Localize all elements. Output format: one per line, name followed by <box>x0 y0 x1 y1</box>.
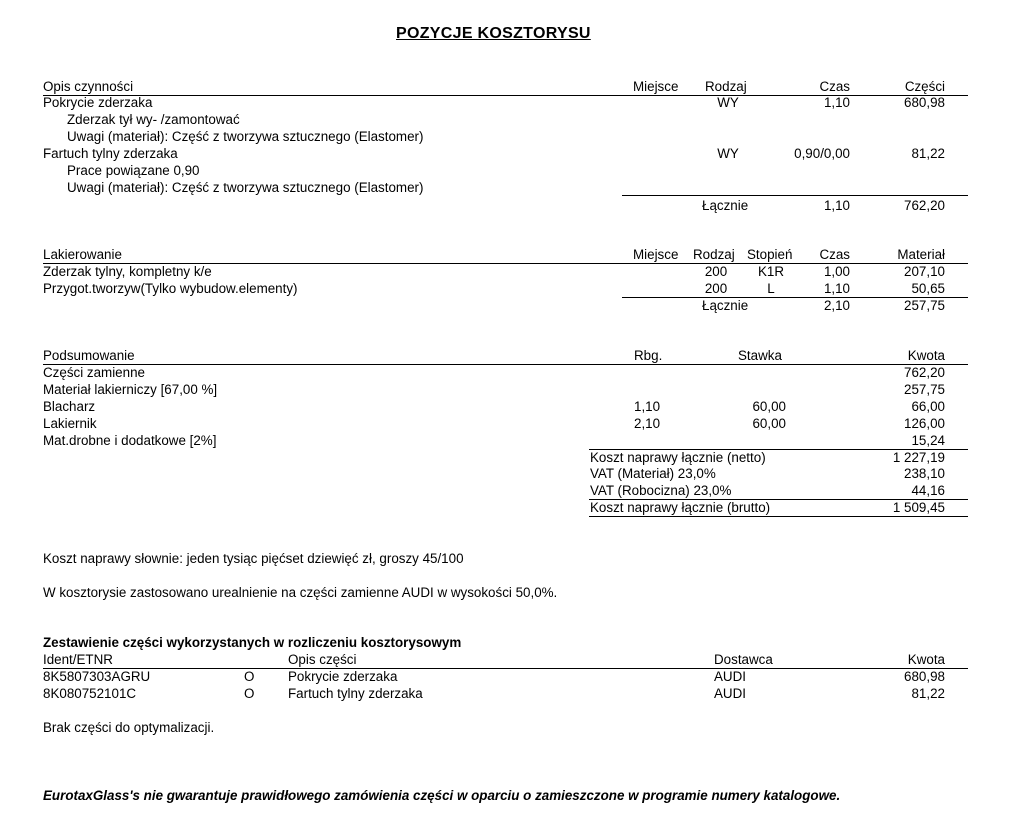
summary-row-amount: 762,20 <box>904 365 945 380</box>
summary-total-amount: 238,10 <box>904 466 945 481</box>
painting-header-type: Rodzaj <box>693 247 735 262</box>
summary-header-desc: Podsumowanie <box>43 348 135 363</box>
painting-row-type: 200 <box>704 264 728 279</box>
summary-header-amount: Kwota <box>907 348 945 363</box>
operation-row-time: 0,90/0,00 <box>794 146 850 161</box>
operation-row-desc: Prace powiązane 0,90 <box>67 163 200 178</box>
summary-row-amount: 15,24 <box>911 433 945 448</box>
summary-row-amount: 126,00 <box>904 416 945 431</box>
painting-row-time: 1,10 <box>823 281 850 296</box>
painting-row-desc: Przygot.tworzyw(Tylko wybudow.elementy) <box>43 281 298 296</box>
operation-row-type: WY <box>717 146 739 161</box>
part-row-desc: Fartuch tylny zderzaka <box>288 686 423 701</box>
summary-row-rbg: 1,10 <box>634 399 661 414</box>
summary-header-rate: Stawka <box>738 348 782 363</box>
painting-header-level: Stopień <box>747 247 793 262</box>
operations-total-time: 1,10 <box>823 198 850 213</box>
operations-header-place: Miejsce <box>633 79 679 94</box>
painting-row-material: 50,65 <box>911 281 945 296</box>
painting-row-type: 200 <box>704 281 728 296</box>
parts-header-rule <box>43 668 968 669</box>
summary-row-desc: Części zamienne <box>43 365 145 380</box>
cost-in-words: Koszt naprawy słownie: jeden tysiąc pięćset dziewięć zł, groszy 45/100 <box>43 551 464 566</box>
parts-header-ident: Ident/ETNR <box>43 652 113 667</box>
painting-row-desc: Zderzak tylny, kompletny k/e <box>43 264 212 279</box>
part-row-amount: 81,22 <box>911 686 945 701</box>
painting-header-time: Czas <box>819 247 850 262</box>
adjustment-note: W kosztorysie zastosowano urealnienie na części zamienne AUDI w wysokości 50,0%. <box>43 585 558 600</box>
operation-row-desc: Pokrycie zderzaka <box>43 95 153 110</box>
operation-row-time: 1,10 <box>823 95 850 110</box>
painting-header-material: Materiał <box>897 247 945 262</box>
operations-total-parts: 762,20 <box>904 198 945 213</box>
painting-total-time: 2,10 <box>823 298 850 313</box>
summary-row-amount: 66,00 <box>911 399 945 414</box>
painting-total-material: 257,75 <box>904 298 945 313</box>
summary-row-desc: Materiał lakierniczy [67,00 %] <box>43 382 218 397</box>
operations-header-type: Rodzaj <box>705 79 747 94</box>
summary-row-rate: 60,00 <box>752 399 786 414</box>
painting-row-level: L <box>767 281 775 296</box>
page-title: POZYCJE KOSZTORYSU <box>396 25 591 42</box>
painting-header-place: Miejsce <box>633 247 679 262</box>
summary-total-amount: 1 227,19 <box>892 450 945 465</box>
part-row-supplier: AUDI <box>714 686 746 701</box>
summary-total-label: Koszt naprawy łącznie (brutto) <box>590 500 771 515</box>
operation-row-desc: Uwagi (materiał): Część z tworzywa sztucznego (Elastomer) <box>67 129 424 144</box>
no-optimization-note: Brak części do optymalizacji. <box>43 720 215 735</box>
parts-list-title: Zestawienie części wykorzystanych w rozliczeniu kosztorysowym <box>43 635 462 650</box>
summary-total-amount: 1 509,45 <box>892 500 945 515</box>
painting-header-desc: Lakierowanie <box>43 247 122 262</box>
summary-row-rbg: 2,10 <box>634 416 661 431</box>
part-row-amount: 680,98 <box>904 669 945 684</box>
operations-total-label: Łącznie <box>702 198 749 213</box>
parts-header-amount: Kwota <box>907 652 945 667</box>
operation-row-parts: 81,22 <box>911 146 945 161</box>
operations-header-parts: Części <box>904 79 945 94</box>
painting-row-material: 207,10 <box>904 264 945 279</box>
disclaimer: EurotaxGlass's nie gwarantuje prawidłowego zamówienia części w oparciu o zamieszczone w programie numery katalogowe. <box>43 788 841 803</box>
summary-row-rate: 60,00 <box>752 416 786 431</box>
painting-total-label: Łącznie <box>702 298 749 313</box>
summary-total-label: VAT (Robocizna) 23,0% <box>590 483 732 498</box>
parts-header-desc: Opis części <box>288 652 357 667</box>
parts-header-supplier: Dostawca <box>714 652 773 667</box>
painting-row-time: 1,00 <box>823 264 850 279</box>
summary-total-amount: 44,16 <box>911 483 945 498</box>
operation-row-desc: Fartuch tylny zderzaka <box>43 146 178 161</box>
operation-row-desc: Zderzak tył wy- /zamontować <box>67 112 240 127</box>
operations-header-desc: Opis czynności <box>43 79 134 94</box>
operations-header-time: Czas <box>819 79 850 94</box>
operation-row-parts: 680,98 <box>904 95 945 110</box>
part-row-flag: O <box>244 686 255 701</box>
part-row-desc: Pokrycie zderzaka <box>288 669 398 684</box>
summary-total-label: VAT (Materiał) 23,0% <box>590 466 716 481</box>
summary-row-amount: 257,75 <box>904 382 945 397</box>
operation-row-desc: Uwagi (materiał): Część z tworzywa sztucznego (Elastomer) <box>67 180 424 195</box>
operations-total-rule <box>622 195 968 196</box>
summary-total-label: Koszt naprawy łącznie (netto) <box>590 450 766 465</box>
summary-row-desc: Mat.drobne i dodatkowe [2%] <box>43 433 217 448</box>
summary-row-desc: Blacharz <box>43 399 96 414</box>
summary-header-rbg: Rbg. <box>634 348 663 363</box>
operation-row-type: WY <box>717 95 739 110</box>
part-row-supplier: AUDI <box>714 669 746 684</box>
painting-row-level: K1R <box>757 264 785 279</box>
summary-header-rule <box>43 364 968 365</box>
part-row-ident: 8K080752101C <box>43 686 137 701</box>
summary-row-desc: Lakiernik <box>43 416 97 431</box>
part-row-flag: O <box>244 669 255 684</box>
summary-bottom-rule <box>589 516 968 517</box>
part-row-ident: 8K5807303AGRU <box>43 669 151 684</box>
